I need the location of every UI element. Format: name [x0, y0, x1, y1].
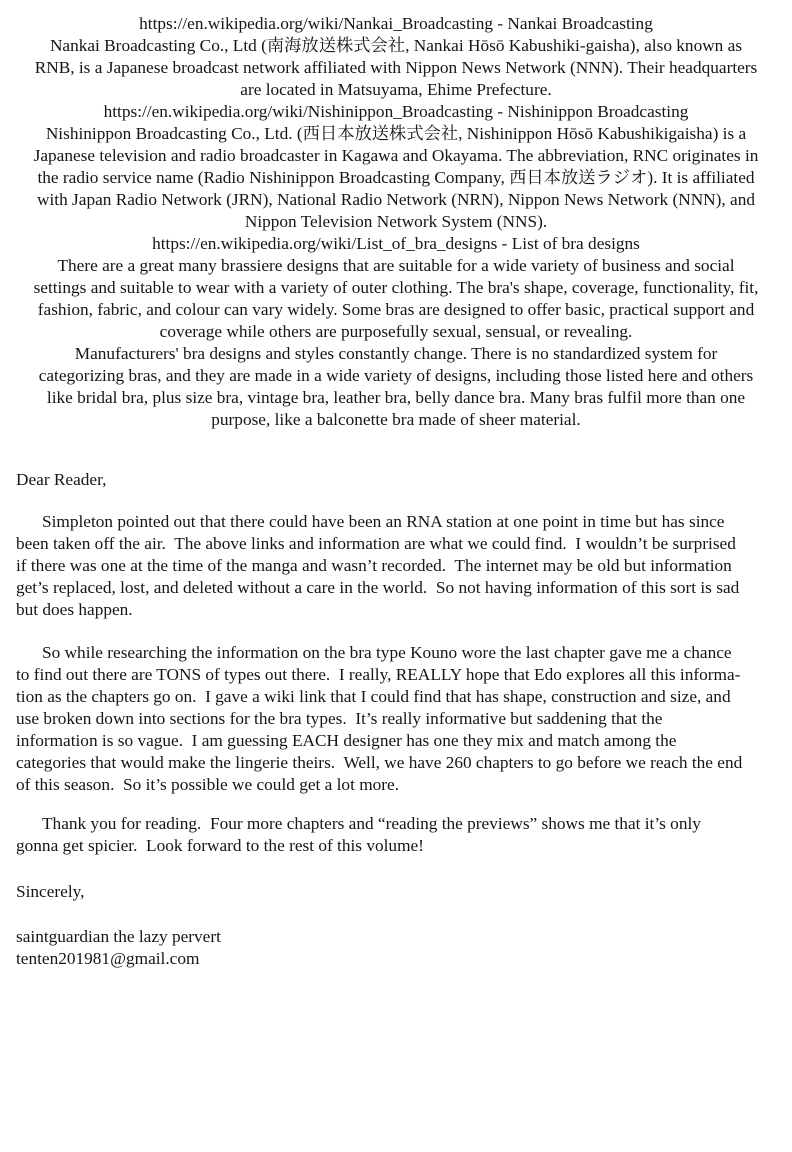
letter-line: Simpleton pointed out that there could have been an RNA station at one point in time but has since: [42, 512, 725, 531]
wiki-text-line: Nishinippon Broadcasting Co., Ltd. (西日本放送株式会社, Nishinippon Hōsō Kabushikigaisha) is a: [45, 124, 747, 143]
letter-line: tion as the chapters go on. I gave a wiki link that I could find that has shape, construction and size, and: [16, 687, 731, 706]
signature-name: saintguardian the lazy pervert: [16, 927, 221, 946]
wiki-text-line: purpose, like a balconette bra made of sheer material.: [211, 410, 581, 429]
wiki-text-line: settings and suitable to wear with a variety of outer clothing. The bra's shape, coverage, functionality, fit,: [33, 278, 759, 297]
letter-line: to find out there are TONS of types out there. I really, REALLY hope that Edo explores all this informa-: [16, 665, 741, 684]
paragraph-bra-research: [16, 642, 776, 796]
wiki-text-line: coverage while others are purposefully sexual, sensual, or revealing.: [159, 322, 633, 341]
letter-line: but does happen.: [16, 600, 133, 619]
letter-line: gonna get spicier. Look forward to the rest of this volume!: [16, 836, 424, 855]
wiki-text-line: categorizing bras, and they are made in a wide variety of designs, including those listed here and others: [38, 366, 754, 385]
letter-line: get’s replaced, lost, and deleted without a care in the world. So not having information of this sort is sad: [16, 578, 740, 597]
signature-block: [16, 926, 776, 970]
letter-line: information is so vague. I am guessing EACH designer has one they mix and match among the: [16, 731, 677, 750]
salutation: Dear Reader,: [16, 470, 107, 489]
wiki-text-line: are located in Matsuyama, Ehime Prefecture.: [240, 80, 552, 99]
wiki-excerpts-block: [16, 13, 776, 431]
letter-line: of this season. So it’s possible we could get a lot more.: [16, 775, 400, 794]
letter-line: categories that would make the lingerie theirs. Well, we have 260 chapters to go before we reach the end: [16, 753, 743, 772]
wiki-text-line: like bridal bra, plus size bra, vintage bra, leather bra, belly dance bra. Many bras fulfil more than one: [46, 388, 746, 407]
wiki-text-line: Manufacturers' bra designs and styles constantly change. There is no standardized system for: [74, 344, 718, 363]
wiki-text-line: There are a great many brassiere designs that are suitable for a wide variety of business and social: [57, 256, 735, 275]
letter-line: if there was one at the time of the manga and wasn’t recorded. The internet may be old but information: [16, 556, 732, 575]
wiki-url-line: https://en.wikipedia.org/wiki/List_of_bra_designs - List of bra designs: [152, 234, 640, 253]
wiki-url-line: https://en.wikipedia.org/wiki/Nankai_Broadcasting - Nankai Broadcasting: [139, 14, 653, 33]
letter-line: been taken off the air. The above links and information are what we could find. I wouldn’t be surprised: [16, 534, 736, 553]
wiki-text-line: with Japan Radio Network (JRN), National Radio Network (NRN), Nippon News Network (NNN), and: [37, 190, 755, 209]
wiki-text-line: Nippon Television Network System (NNS).: [244, 212, 548, 231]
letter-line: use broken down into sections for the bra types. It’s really informative but saddening that the: [16, 709, 663, 728]
wiki-text-line: the radio service name (Radio Nishinippon Broadcasting Company, 西日本放送ラジオ). It is affiliated: [37, 168, 755, 187]
letter-line: So while researching the information on the bra type Kouno wore the last chapter gave me a chance: [42, 643, 732, 662]
closing: Sincerely,: [16, 882, 85, 901]
wiki-text-line: Nankai Broadcasting Co., Ltd (南海放送株式会社, Nankai Hōsō Kabushiki-gaisha), also known as: [49, 36, 743, 55]
wiki-url-line: https://en.wikipedia.org/wiki/Nishinippon_Broadcasting - Nishinippon Broadcasting: [103, 102, 689, 121]
paragraph-thanks: [16, 813, 776, 857]
paragraph-simpleton: [16, 511, 776, 621]
wiki-text-line: RNB, is a Japanese broadcast network affiliated with Nippon News Network (NNN). Their headquarters: [34, 58, 758, 77]
wiki-text-line: Japanese television and radio broadcaster in Kagawa and Okayama. The abbreviation, RNC originates in: [33, 146, 759, 165]
letter-line: Thank you for reading. Four more chapters and “reading the previews” shows me that it’s only: [42, 814, 701, 833]
email-address: tenten201981@gmail.com: [16, 949, 200, 968]
wiki-text-line: fashion, fabric, and colour can vary widely. Some bras are designed to offer basic, practical support and: [37, 300, 755, 319]
